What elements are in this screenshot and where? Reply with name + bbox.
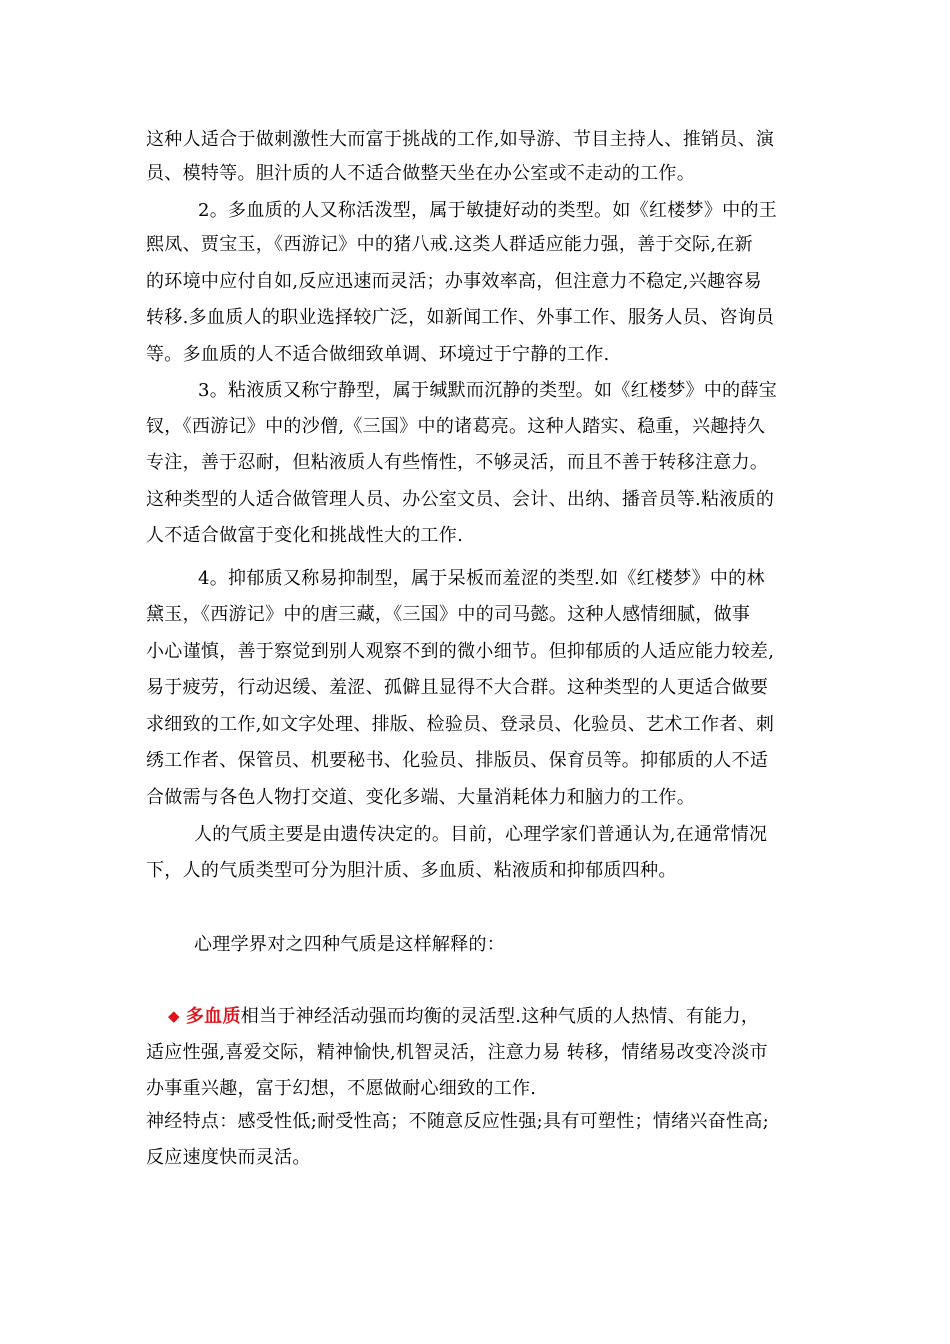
paragraph-line: 2。多血质的人又称活泼型，属于敏捷好动的类型。如《红楼梦》中的王 [198,200,778,221]
paragraph-line: 适应性强,喜爱交际，精神愉快,机智灵活，注意力易 转移，情绪易改变冷淡市 [146,1042,768,1063]
diamond-bullet-icon: ◆ [168,1007,180,1025]
paragraph-line: 办事重兴趣，富于幻想，不愿做耐心细致的工作. [146,1078,537,1099]
paragraph-line: 专注，善于忍耐，但粘液质人有些惰性，不够灵活，而且不善于转移注意力。 [146,452,769,473]
paragraph-line: 下，人的气质类型可分为胆汁质、多血质、粘液质和抑郁质四种。 [146,860,677,881]
paragraph-line: 钗，《西游记》中的沙僧,《三国》中的诸葛亮。这种人踏实、稳重，兴趣持久 [146,416,766,437]
paragraph-line: 的环境中应付自如,反应迅速而灵活；办事效率高，但注意力不稳定,兴趣容易 [146,271,762,292]
bullet-line [168,1005,759,1029]
paragraph-line: 小心谨慎，善于察觉到别人观察不到的微小细节。但抑郁质的人适应能力较差, [146,641,775,662]
paragraph-line: 合做需与各色人物打交道、变化多端、大量消耗体力和脑力的工作。 [146,787,695,808]
paragraph-line: 这种人适合于做刺激性大而富于挑战的工作,如导游、节目主持人、推销员、演 [146,129,775,150]
paragraph-line: 求细致的工作,如文字处理、排版、检验员、登录员、化验员、艺术工作者、刺 [146,714,775,735]
paragraph-line: 4。抑郁质又称易抑制型，属于呆板而羞涩的类型.如《红楼梦》中的林 [198,568,765,589]
section-heading: 心理学界对之四种气质是这样解释的： [194,934,506,955]
paragraph-line: 易于疲劳，行动迟缓、羞涩、孤僻且显得不大合群。这种类型的人更适合做要 [146,677,769,698]
paragraph-line: 反应速度快而灵活。 [146,1147,311,1168]
paragraph-line: 黛玉，《西游记》中的唐三藏，《三国》中的司马懿。这种人感情细腻，做事 [146,604,751,625]
paragraph-line: 绣工作者、保管员、机要秘书、化验员、排版员、保育员等。抑郁质的人不适 [146,750,769,771]
paragraph-line: 3。粘液质又称宁静型，属于缄默而沉静的类型。如《红楼梦》中的薛宝 [198,380,778,401]
paragraph-line: 这种类型的人适合做管理人员、办公室文员、会计、出纳、播音员等.粘液质的 [146,489,775,510]
highlight-term: 多血质 [185,1006,241,1027]
paragraph-line: 员、模特等。胆汁质的人不适合做整天坐在办公室或不走动的工作。 [146,163,695,184]
paragraph-line: 熙凤、贾宝玉，《西游记》中的猪八戒.这类人群适应能力强，善于交际,在新 [146,234,753,255]
paragraph-line: 人的气质主要是由遗传决定的。目前，心理学家们普通认为,在通常情况 [194,824,768,845]
paragraph-line: 神经特点：感受性低;耐受性高；不随意反应性强;具有可塑性；情绪兴奋性高; [146,1111,769,1132]
paragraph-line: 人不适合做富于变化和挑战性大的工作. [146,525,464,546]
paragraph-line: 转移.多血质人的职业选择较广泛，如新闻工作、外事工作、服务人员、咨询员 [146,307,775,328]
paragraph-line: 等。多血质的人不适合做细致单调、环境过于宁静的工作. [146,344,610,365]
bullet-text: 相当于神经活动强而均衡的灵活型.这种气质的人热情、有能力， [240,1006,760,1027]
